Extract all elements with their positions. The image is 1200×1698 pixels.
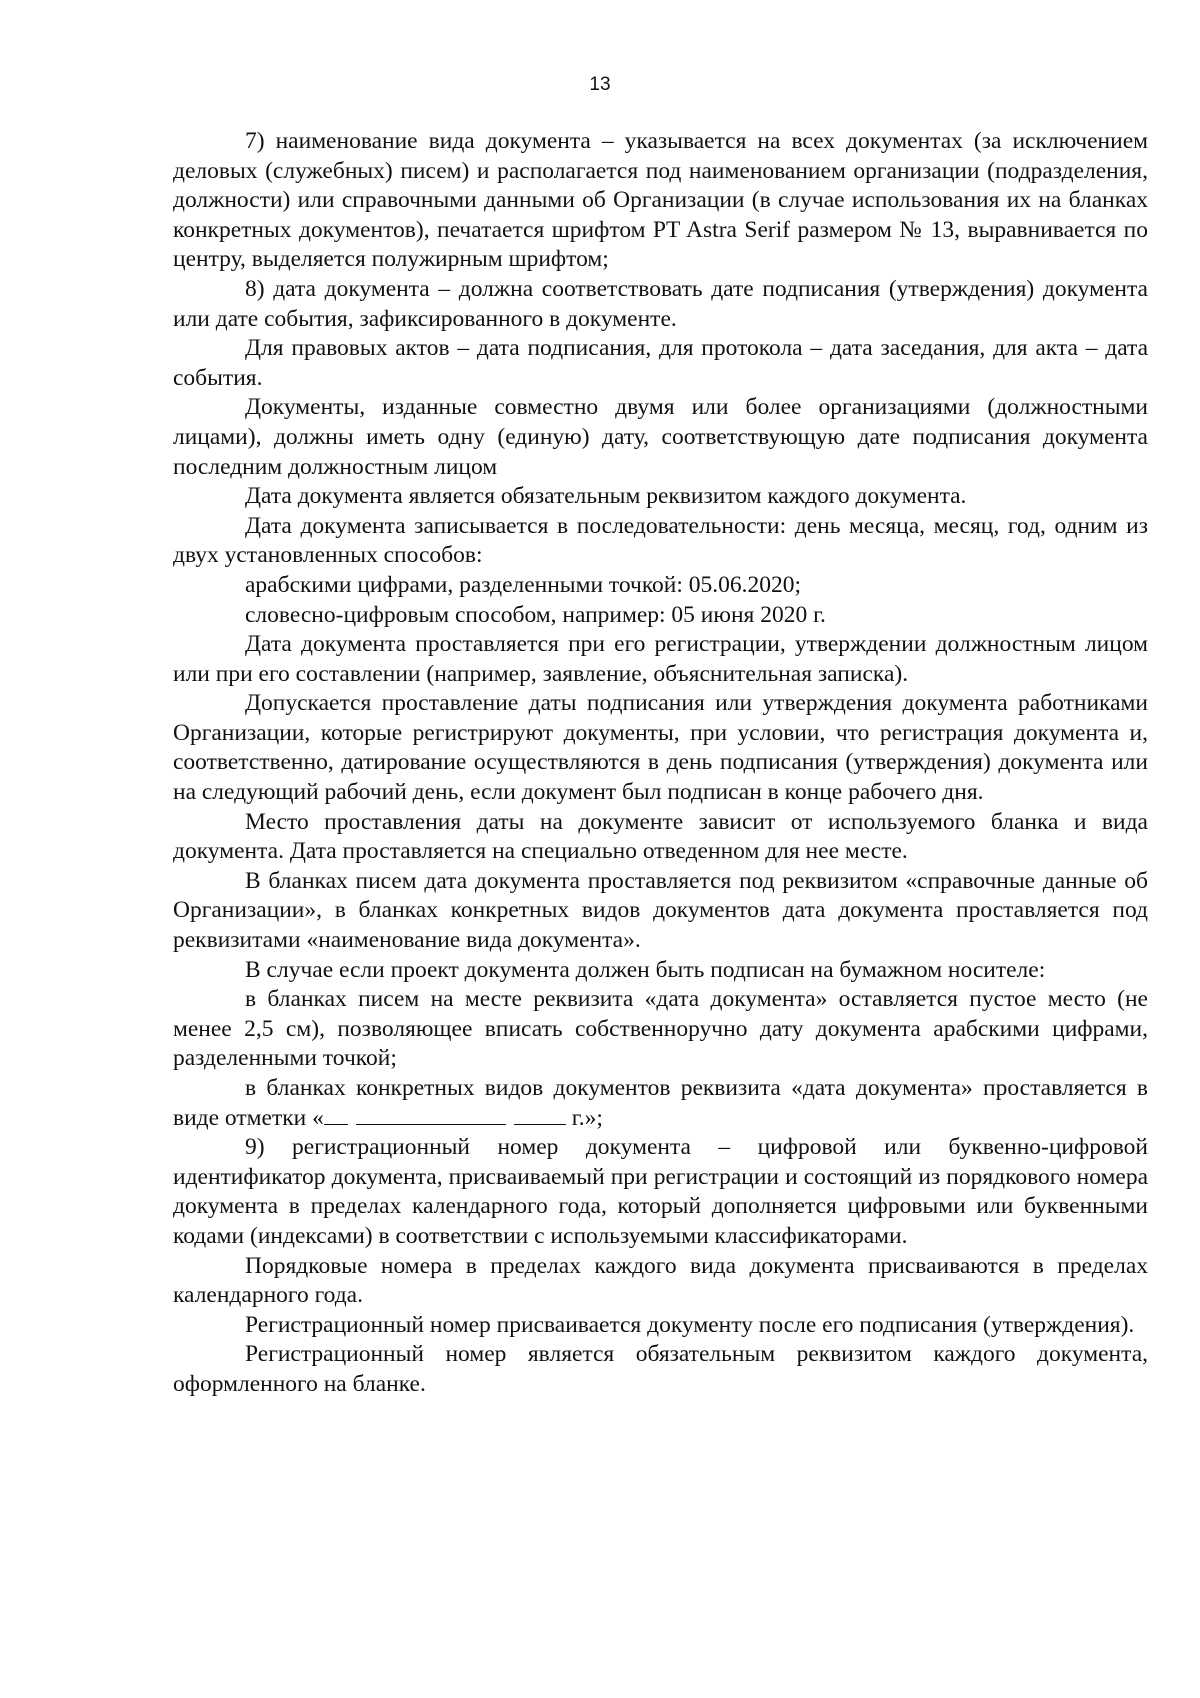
paragraph-date-sequence: Дата документа записывается в последовательности: день месяца, месяц, год, одним из двух установленных способов: — [173, 512, 1148, 569]
page-number: 13 — [589, 74, 611, 95]
blank-year-line — [514, 1106, 566, 1125]
paragraph-date-assignment: Дата документа проставляется при его регистрации, утверждении должностным лицом или при его составлении (например, заявление, объяснительная записка). — [173, 631, 1148, 687]
blank-month-line — [356, 1106, 506, 1125]
paragraph-document-type: 7) наименование вида документа – указывается на всех документах (за исключением деловых (служебных) писем) и располагается под наименованием организации (подразделения, должности) или справочными данными об Организации (в случае использования их на бланках конкретных документов), печатается шрифтом PT Astra Serif размером № 13, выравнивается по центру, выделяется полужирным шрифтом; — [173, 128, 1148, 273]
paragraph-date-mark — [173, 1074, 1148, 1133]
paragraph-paper-signing: В случае если проект документа должен быть подписан на бумажном носителе: — [245, 956, 1046, 983]
paragraph-document-date: 8) дата документа – должна соответствовать дате подписания (утверждения) документа или дате события, зафиксированного в документе. — [173, 275, 1148, 332]
paragraph-date-mandatory: Дата документа является обязательным реквизитом каждого документа. — [245, 483, 967, 510]
paragraph-legal-acts-date: Для правовых актов – дата подписания, для протокола – дата заседания, для акта – дата события. — [173, 335, 1148, 391]
paragraph-number-mandatory: Регистрационный номер является обязательным реквизитом каждого документа, оформленного на бланке. — [173, 1341, 1148, 1397]
paragraph-sequence-numbers: Порядковые номера в пределах каждого вида документа присваиваются в пределах календарного года. — [173, 1252, 1148, 1309]
paragraph-registration-number: 9) регистрационный номер документа – цифровой или буквенно-цифровой идентификатор документа, присваиваемый при регистрации и состоящий из порядкового номера документа в пределах календарного года, который дополняется цифровыми или буквенными кодами (индексами) в соответствии с используемыми классификаторами. — [173, 1134, 1148, 1249]
paragraph-date-format-numeric: арабскими цифрами, разделенными точкой: 05.06.2020; — [245, 571, 802, 598]
paragraph-letter-forms: в бланках писем на месте реквизита «дата документа» оставляется пустое место (не менее 2,5 см), позволяющее вписать собственноручно дату документа арабскими цифрами, разделенными точкой; — [173, 986, 1148, 1072]
paragraph-date-on-forms: В бланках писем дата документа проставляется под реквизитом «справочные данные об Организации», в бланках конкретных видов документов дата документа проставляется под реквизитами «наименование вида документа». — [173, 867, 1148, 954]
paragraph-date-format-verbal: словесно-цифровым способом, например: 05 июня 2020 г. — [245, 601, 826, 628]
date-mark-suffix: г.»; — [565, 1104, 603, 1131]
document-body — [173, 127, 1148, 1400]
paragraph-number-assignment: Регистрационный номер присваивается документу после его подписания (утверждения). — [245, 1311, 1135, 1338]
paragraph-date-by-registrars: Допускается проставление даты подписания или утверждения документа работниками Организации, которые регистрируют документы, при условии, что регистрация документа и, соответственно, датирование осуществляются в день подписания (утверждения) документа или на следующий рабочий день, если документ был подписан в конце рабочего дня. — [173, 690, 1148, 806]
blank-day-line — [324, 1106, 348, 1125]
paragraph-date-placement: Место проставления даты на документе зависит от используемого бланка и вида документа. Дата проставляется на специально отведенном для нее месте. — [173, 808, 1148, 865]
paragraph-joint-documents: Документы, изданные совместно двумя или более организациями (должностными лицами), должны иметь одну (единую) дату, соответствующую дате подписания документа последним должностным лицом — [173, 394, 1148, 480]
date-mark-prefix: в бланках конкретных видов документов реквизита «дата документа» проставляется в виде отметки « — [173, 1075, 1148, 1131]
